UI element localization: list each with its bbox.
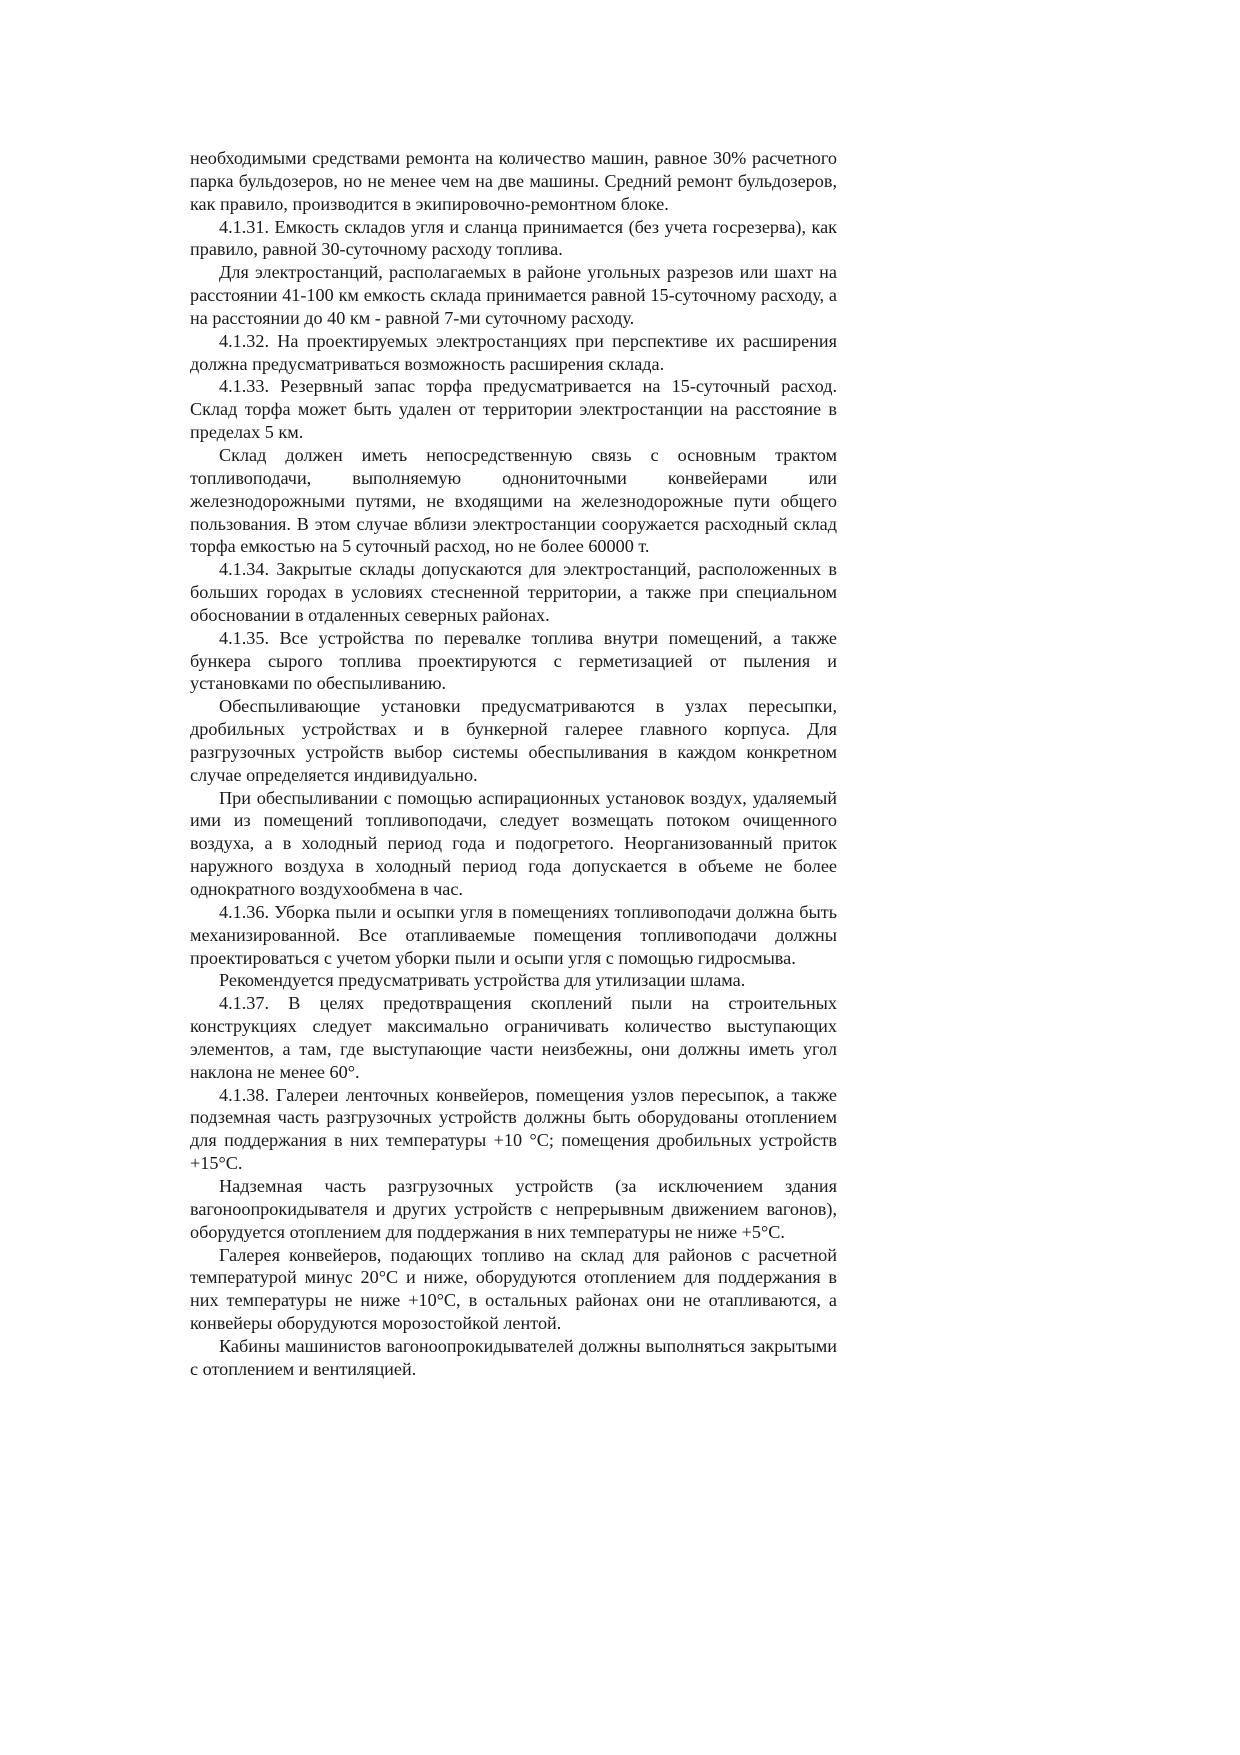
document-page bbox=[190, 147, 837, 1381]
paragraph-aspiration: При обеспыливании с помощью аспирационных установок воздух, удаляемый ими из помещений топливоподачи, следует возмещать потоком очищенного воздуха, а в холодный период года и подогретого. Неорганизованный приток наружного воздуха в холодный период года допускается в объеме не более однократного воздухообмена в час. bbox=[190, 787, 837, 899]
paragraph-4-1-33: 4.1.33. Резервный запас торфа предусматривается на 15-суточный расход. Склад торфа может быть удален от территории электростанции на расстояние в пределах 5 км. bbox=[190, 376, 837, 443]
paragraph-dust-removal-units: Обеспыливающие установки предусматриваются в узлах пересыпки, дробильных устройствах и в бункерной галерее главного корпуса. Для разгрузочных устройств выбор системы обеспыливания в каждом конкретном случае определяется индивидуально. bbox=[190, 696, 837, 785]
paragraph-4-1-31: 4.1.31. Емкость складов угля и сланца принимается (без учета госрезерва), как правило, равной 30-суточному расходу топлива. bbox=[190, 216, 837, 260]
paragraph-above-ground-heating: Надземная часть разгрузочных устройств (за исключением здания вагоноопрокидывателя и других устройств с непрерывным движением вагонов), оборудуется отоплением для поддержания в них температуры не ниже +5°С. bbox=[190, 1175, 837, 1242]
paragraph-4-1-37: 4.1.37. В целях предотвращения скоплений пыли на строительных конструкциях следует максимально ограничивать количество выступающих элементов, а там, где выступающие части неизбежны, они должны иметь угол наклона не менее 60°. bbox=[190, 993, 837, 1082]
paragraph-conveyor-gallery: Галерея конвейеров, подающих топливо на склад для районов с расчетной температурой минус 20°С и ниже, оборудуются отоплением для поддержания в них температуры не ниже +10°С, в остальных районах они не отапливаются, а конвейеры оборудуются морозостойкой лентой. bbox=[190, 1244, 837, 1334]
paragraph-coal-mine-distance: Для электростанций, располагаемых в районе угольных разрезов или шахт на расстоянии 41-100 км емкость склада принимается равной 15-суточному расходу, а на расстоянии до 40 км - равной 7-ми суточному расходу. bbox=[190, 262, 837, 328]
paragraph-4-1-38: 4.1.38. Галереи ленточных конвейеров, помещения узлов пересыпок, а также подземная часть разгрузочных устройств должны быть оборудованы отоплением для поддержания в них температуры +10 °С; помещения дробильных устройств +15°С. bbox=[190, 1084, 837, 1174]
paragraph-4-1-34: 4.1.34. Закрытые склады допускаются для электростанций, расположенных в больших городах в условиях стесненной территории, а также при специальном обосновании в отдаленных северных районах. bbox=[190, 559, 837, 625]
paragraph-sludge-recommendation: Рекомендуется предусматривать устройства для утилизации шлама. bbox=[219, 970, 746, 991]
paragraph-4-1-32: 4.1.32. На проектируемых электростанциях при перспективе их расширения должна предусматриваться возможность расширения склада. bbox=[190, 330, 837, 374]
paragraph-4-1-36: 4.1.36. Уборка пыли и осыпки угля в помещениях топливоподачи должна быть механизированной. Все отапливаемые помещения топливоподачи должны проектироваться с учетом уборки пыли и осыпи угля с помощью гидросмыва. bbox=[190, 901, 837, 968]
paragraph-continuation: необходимыми средствами ремонта на количество машин, равное 30% расчетного парка бульдозеров, но не менее чем на две машины. Средний ремонт бульдозеров, как правило, производится в экипировочно-ремонтном блоке. bbox=[190, 148, 837, 214]
paragraph-peat-warehouse: Склад должен иметь непосредственную связь с основным трактом топливоподачи, выполняемую однониточными конвейерами или железнодорожными путями, не входящими на железнодорожные пути общего пользования. В этом случае вблизи электростанции сооружается расходный склад торфа емкостью на 5 суточный расход, но не более 60000 т. bbox=[190, 444, 837, 557]
paragraph-4-1-35: 4.1.35. Все устройства по перевалке топлива внутри помещений, а также бункера сырого топлива проектируются с герметизацией от пыления и установками по обеспыливанию. bbox=[190, 627, 837, 694]
paragraph-operator-cabins: Кабины машинистов вагоноопрокидывателей должны выполняться закрытыми с отоплением и вентиляцией. bbox=[190, 1335, 837, 1379]
